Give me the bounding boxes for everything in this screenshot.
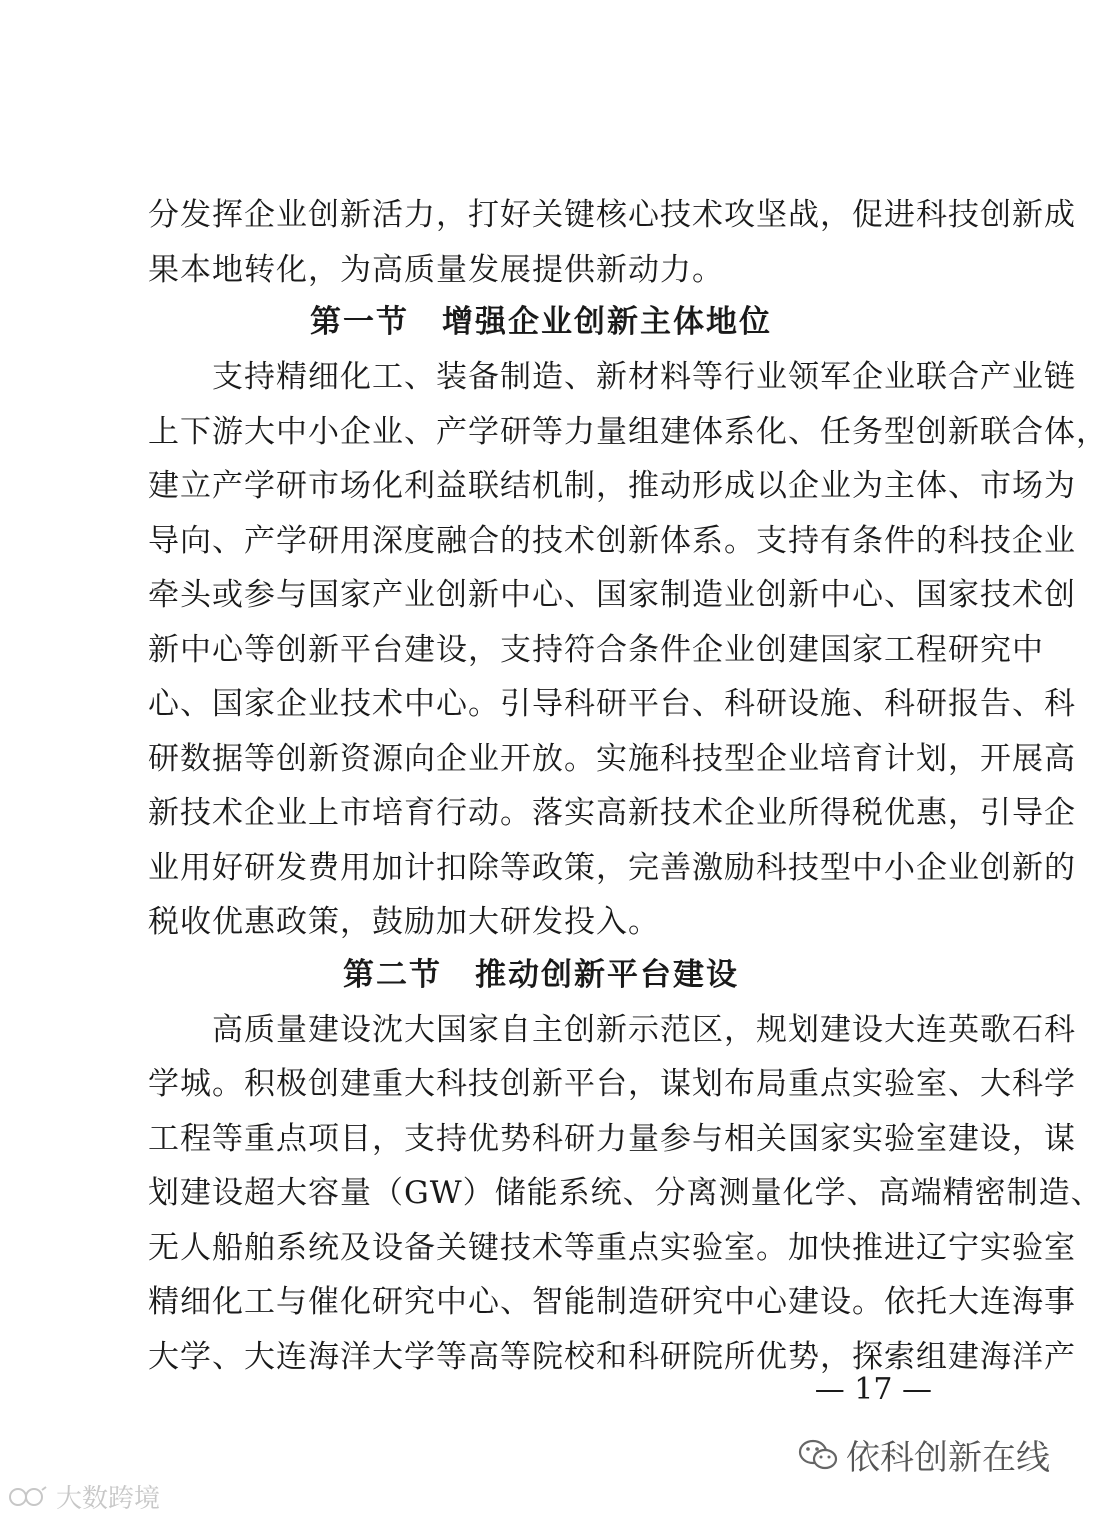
text-line: 划建设超大容量（GW）储能系统、分离测量化学、高端精密制造、 <box>148 1175 1103 1211</box>
section-heading-2: 第二节 推动创新平台建设 <box>343 957 739 993</box>
brand-logo-icon <box>8 1484 48 1510</box>
text-line: 业用好研发费用加计扣除等政策，完善激励科技型中小企业创新的 <box>148 850 1076 886</box>
text-line: 导向、产学研用深度融合的技术创新体系。支持有条件的科技企业 <box>148 523 1076 559</box>
watermark-right <box>798 1430 1050 1479</box>
text-line: 学城。积极创建重大科技创新平台，谋划布局重点实验室、大科学 <box>148 1066 1076 1102</box>
watermark-left-text: 大数跨境 <box>56 1484 161 1514</box>
text-line: 工程等重点项目，支持优势科研力量参与相关国家实验室建设，谋 <box>148 1121 1076 1157</box>
text-line: 新技术企业上市培育行动。落实高新技术企业所得税优惠，引导企 <box>148 795 1076 831</box>
text-line: 牵头或参与国家产业创新中心、国家制造业创新中心、国家技术创 <box>148 577 1076 613</box>
text-line: 研数据等创新资源向企业开放。实施科技型企业培育计划，开展高 <box>148 741 1076 777</box>
text-line: 精细化工与催化研究中心、智能制造研究中心建设。依托大连海事 <box>148 1284 1076 1320</box>
text-line: 支持精细化工、装备制造、新材料等行业领军企业联合产业链 <box>148 359 1076 395</box>
text-line: 大学、大连海洋大学等高等院校和科研院所优势，探索组建海洋产 <box>148 1339 1076 1375</box>
text-line: 高质量建设沈大国家自主创新示范区，规划建设大连英歌石科 <box>148 1012 1076 1048</box>
watermark-right-text: 依科创新在线 <box>846 1438 1050 1478</box>
text-line: 上下游大中小企业、产学研等力量组建体系化、任务型创新联合体， <box>148 414 1108 450</box>
section-heading-1: 第一节 增强企业创新主体地位 <box>310 304 772 340</box>
text-line: 无人船舶系统及设备关键技术等重点实验室。加快推进辽宁实验室 <box>148 1230 1076 1266</box>
text-line: 分发挥企业创新活力，打好关键核心技术攻坚战，促进科技创新成 <box>148 197 1076 233</box>
text-line: 建立产学研市场化利益联结机制，推动形成以企业为主体、市场为 <box>148 468 1076 504</box>
text-line: 新中心等创新平台建设，支持符合条件企业创建国家工程研究中 <box>148 632 1044 668</box>
watermark-left <box>8 1478 160 1515</box>
page-number: — 17 — <box>814 1372 932 1407</box>
wechat-icon <box>798 1438 838 1472</box>
text-line: 税收优惠政策，鼓励加大研发投入。 <box>148 904 660 940</box>
text-line: 心、国家企业技术中心。引导科研平台、科研设施、科研报告、科 <box>148 686 1076 722</box>
text-line: 果本地转化，为高质量发展提供新动力。 <box>148 252 724 288</box>
